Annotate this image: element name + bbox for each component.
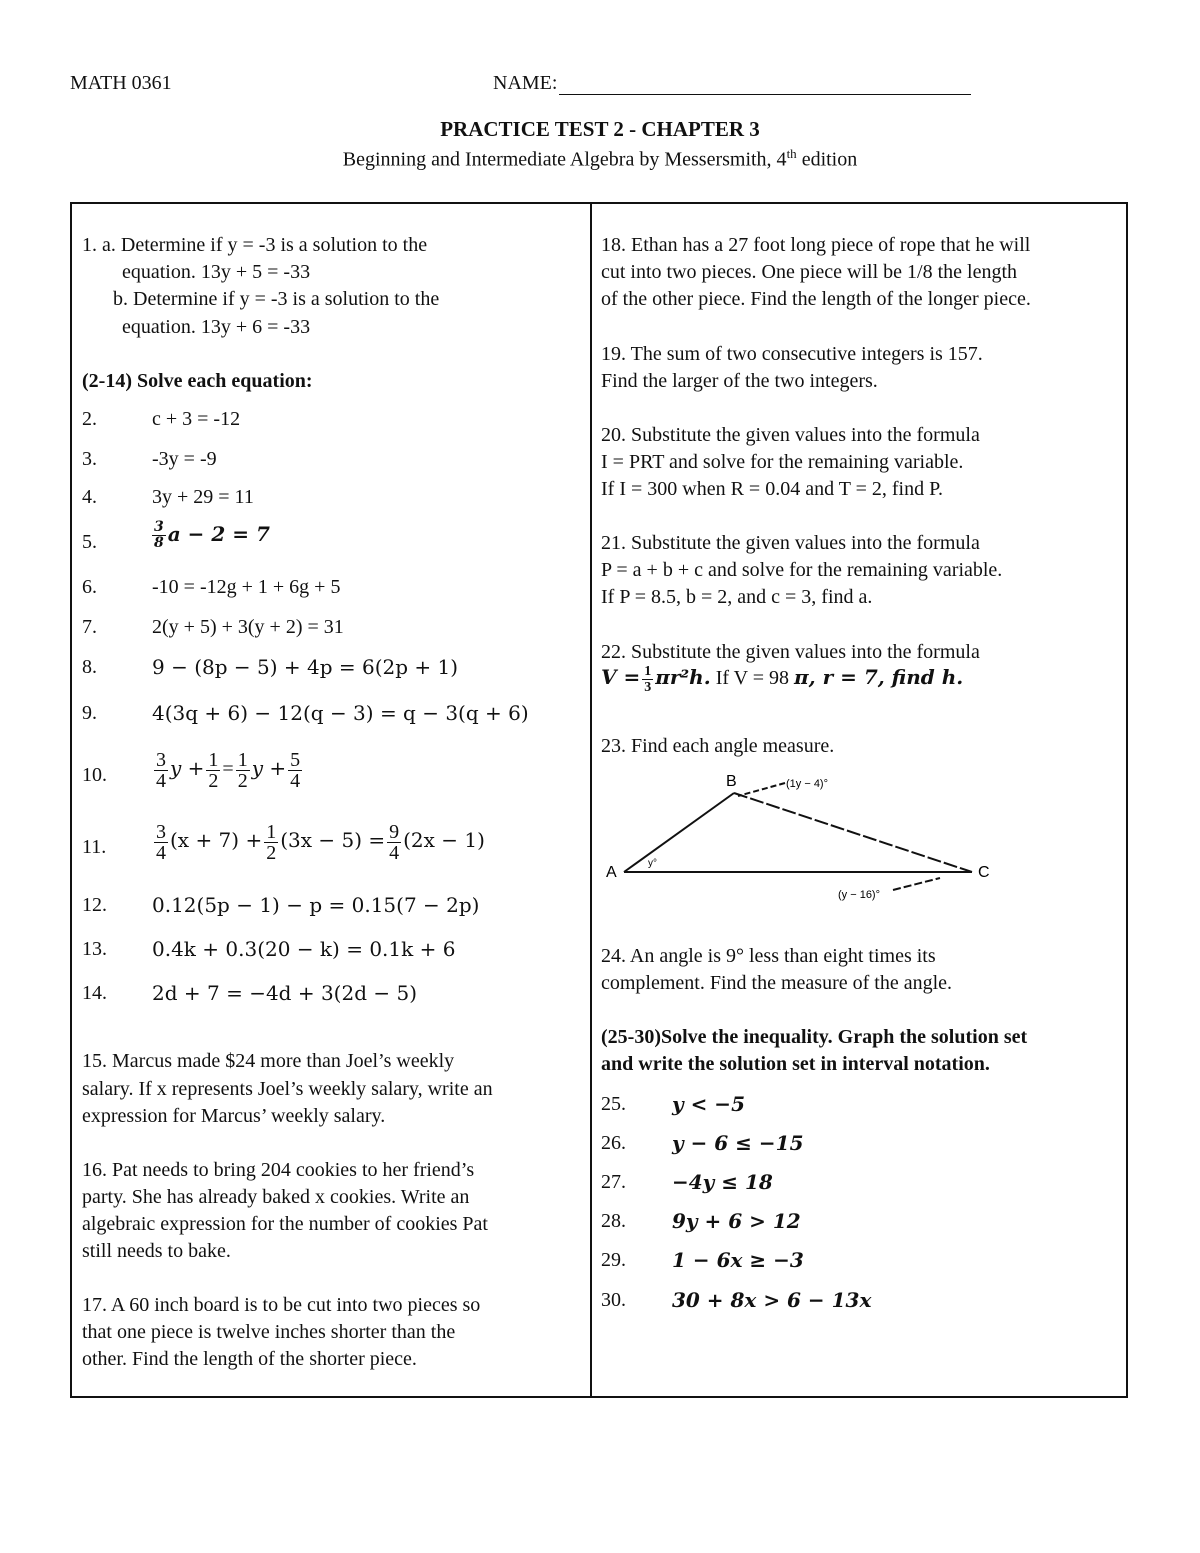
q7-equation: 2(y + 5) + 3(y + 2) = 31 — [152, 616, 344, 638]
q19-line2: Find the larger of the two integers. — [601, 370, 878, 392]
q4-equation: 3y + 29 = 11 — [152, 486, 254, 508]
q5-fraction: $\frac{3}{8}$ — [154, 519, 164, 551]
q20-line1: 20. Substitute the given values into the formula — [601, 424, 980, 446]
subtitle-text: Beginning and Intermediate Algebra by Messersmith, 4 — [342, 148, 787, 171]
section-heading-25-30-line2: and write the solution set in interval notation. — [601, 1053, 990, 1075]
q22-line2: V = $\frac{1}{3}$ πr²h. If V = 98 π, r = 7, find h. — [601, 664, 964, 695]
angle-b-label: (1y − 4)° — [786, 778, 828, 790]
angle-a-label: y° — [648, 858, 657, 869]
q11-equation: $\frac{3}{4}$ (x + 7) + $\frac{1}{2}$ (3x − 5) = $\frac{9}{4}$ (2x − 1) — [156, 821, 485, 864]
q30-inequality: 30 + 8x > 6 − 13x — [672, 1288, 872, 1312]
q23-text: 23. Find each angle measure. — [601, 735, 835, 757]
q15-line2: salary. If x represents Joel’s weekly salary, write an — [82, 1078, 493, 1100]
q10-frac3: $\frac{1}{2}$ — [237, 749, 248, 792]
q10-frac4: $\frac{5}{4}$ — [290, 749, 301, 792]
q10-number: 10. — [82, 764, 107, 786]
q2-number: 2. — [82, 408, 97, 430]
q10-frac2: $\frac{1}{2}$ — [208, 749, 219, 792]
q29-inequality: 1 − 6x ≥ −3 — [672, 1248, 804, 1272]
q12-equation: 0.12(5p − 1) − p = 0.15(7 − 2p) — [152, 893, 480, 917]
q20-line2: I = PRT and solve for the remaining variable. — [601, 451, 964, 473]
section-heading-2-14: (2-14) Solve each equation: — [82, 370, 313, 392]
q26-number: 26. — [601, 1132, 626, 1154]
name-field[interactable] — [493, 72, 971, 95]
q6-equation: -10 = -12g + 1 + 6g + 5 — [152, 576, 341, 598]
q4-number: 4. — [82, 486, 97, 508]
vertex-a-label: A — [606, 864, 617, 881]
q21-line2: P = a + b + c and solve for the remaining variable. — [601, 559, 1003, 581]
q11-frac1: $\frac{3}{4}$ — [156, 821, 166, 864]
vertex-b-label: B — [726, 773, 737, 790]
q18-line1: 18. Ethan has a 27 foot long piece of rope that he will — [601, 234, 1031, 256]
side-ab — [624, 793, 734, 872]
q25-inequality: y < −5 — [672, 1092, 745, 1116]
q16-line4: still needs to bake. — [82, 1240, 231, 1262]
q5-number: 5. — [82, 531, 97, 553]
q1-b-line2: equation. 13y + 6 = -33 — [122, 316, 311, 338]
q11-frac3: $\frac{9}{4}$ — [389, 821, 400, 864]
q22-line1: 22. Substitute the given values into the formula — [601, 641, 980, 663]
q8-equation: 9 − (8p − 5) + 4p = 6(2p + 1) — [152, 655, 459, 679]
q9-equation: 4(3q + 6) − 12(q − 3) = q − 3(q + 6) — [152, 701, 529, 725]
q27-number: 27. — [601, 1171, 626, 1193]
q15-line3: expression for Marcus’ weekly salary. — [82, 1105, 386, 1127]
arrow-b — [738, 783, 785, 796]
subtitle-sup: th — [786, 146, 797, 161]
q1-a-line1: 1. a. Determine if y = -3 is a solution to the — [82, 234, 428, 256]
q6-number: 6. — [82, 576, 97, 598]
q11-frac2: $\frac{1}{2}$ — [266, 821, 277, 864]
q3-equation: -3y = -9 — [152, 448, 217, 470]
q2-equation: c + 3 = -12 — [152, 408, 241, 430]
q17-line2: that one piece is twelve inches shorter than the — [82, 1321, 456, 1343]
q16-line3: algebraic expression for the number of cookies Pat — [82, 1213, 488, 1235]
section-heading-25-30-line1: (25-30)Solve the inequality. Graph the solution set — [601, 1026, 1028, 1048]
q17-line1: 17. A 60 inch board is to be cut into two pieces so — [82, 1294, 481, 1316]
q16-line2: party. She has already baked x cookies. Write an — [82, 1186, 470, 1208]
q9-number: 9. — [82, 702, 97, 724]
q13-number: 13. — [82, 938, 107, 960]
q8-number: 8. — [82, 656, 97, 678]
column-divider — [590, 202, 592, 1398]
q17-line3: other. Find the length of the shorter piece. — [82, 1348, 417, 1370]
q3-number: 3. — [82, 448, 97, 470]
q10-equation: $\frac{3}{4}$ y + $\frac{1}{2}$ = $\frac{1}{2}$ y + $\frac{5}{4}$ — [156, 749, 301, 792]
name-blank[interactable] — [559, 74, 971, 95]
q30-number: 30. — [601, 1289, 626, 1311]
q22-fraction: $\frac{1}{3}$ — [644, 664, 652, 695]
q10-frac1: $\frac{3}{4}$ — [156, 749, 166, 792]
q14-number: 14. — [82, 982, 107, 1004]
q20-line3: If I = 300 when R = 0.04 and T = 2, find P. — [601, 478, 943, 500]
course-code: MATH 0361 — [70, 72, 172, 94]
triangle-diagram — [600, 766, 1020, 916]
angle-c-label: (y − 16)° — [838, 889, 880, 901]
vertex-c-label: C — [978, 864, 990, 881]
arrow-c — [893, 878, 940, 890]
q26-inequality: y − 6 ≤ −15 — [672, 1131, 804, 1155]
q1-a-line2: equation. 13y + 5 = -33 — [122, 261, 311, 283]
q21-line3: If P = 8.5, b = 2, and c = 3, find a. — [601, 586, 873, 608]
q25-number: 25. — [601, 1093, 626, 1115]
q28-number: 28. — [601, 1210, 626, 1232]
q24-line2: complement. Find the measure of the angle. — [601, 972, 953, 994]
q18-line2: cut into two pieces. One piece will be 1/8 the length — [601, 261, 1017, 283]
q11-number: 11. — [82, 836, 107, 858]
q27-inequality: −4y ≤ 18 — [672, 1170, 773, 1194]
q14-equation: 2d + 7 = −4d + 3(2d − 5) — [152, 981, 418, 1005]
subtitle-post: edition — [796, 148, 858, 171]
q5-equation: $\frac{3}{8}$ a − 2 = 7 — [154, 519, 270, 551]
q16-line1: 16. Pat needs to bring 204 cookies to her friend’s — [82, 1159, 475, 1181]
q7-number: 7. — [82, 616, 97, 638]
q18-line3: of the other piece. Find the length of the longer piece. — [601, 288, 1031, 310]
page-title: PRACTICE TEST 2 - CHAPTER 3 — [440, 117, 760, 141]
page-subtitle — [0, 146, 1200, 172]
q21-line1: 21. Substitute the given values into the formula — [601, 532, 980, 554]
q24-line1: 24. An angle is 9° less than eight times its — [601, 945, 936, 967]
q13-equation: 0.4k + 0.3(20 − k) = 0.1k + 6 — [152, 937, 456, 961]
q29-number: 29. — [601, 1249, 626, 1271]
side-bc — [734, 793, 972, 872]
name-label: NAME: — [493, 72, 558, 94]
q12-number: 12. — [82, 894, 107, 916]
q1-b-line1: b. Determine if y = -3 is a solution to the — [113, 288, 440, 310]
q28-inequality: 9y + 6 > 12 — [672, 1209, 801, 1233]
q19-line1: 19. The sum of two consecutive integers is 157. — [601, 343, 983, 365]
q15-line1: 15. Marcus made $24 more than Joel’s weekly — [82, 1050, 455, 1072]
